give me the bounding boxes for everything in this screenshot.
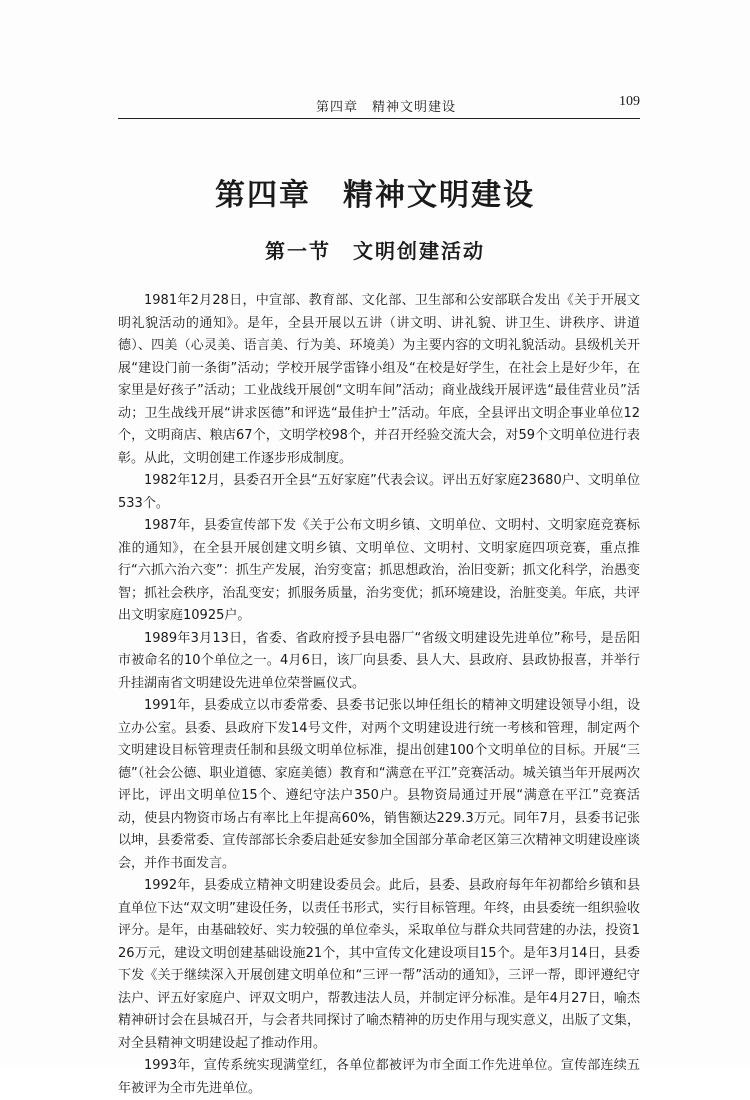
- paragraph-1981: 1981年2月28日，中宣部、教育部、文化部、卫生部和公安部联合发出《关于开展文明礼貌活动的通知》。是年，全县开展以五讲（讲文明、讲礼貌、讲卫生、讲秩序、讲道德）、四美（心灵美、语言美、行为美、环境美）为主要内容的文明礼貌活动。县级机关开展“建设门前一条街”活动；学校开展学雷锋小组及“在校是好学生，在社会上是好少年，在家里是好孩子”活动；工业战线开展创“文明车间”活动；商业战线开展评选“最佳营业员”活动；卫生战线开展“讲求医德”和评选“最佳护士”活动。年底，全县评出文明企事业单位12个，文明商店、粮店67个，文明学校98个，并召开经验交流大会，对59个文明单位进行表彰。从此，文明创建工作逐步形成制度。: [118, 293, 640, 466]
- page-number: 109: [619, 94, 640, 109]
- chapter-title: 第四章 精神文明建设: [215, 178, 535, 213]
- paragraph-1989: 1989年3月13日，省委、省政府授予县电器厂“省级文明建设先进单位”称号，是岳阳市被命名的10个单位之一。4月6日，该厂向县委、县人大、县政府、县政协报喜，并举行升挂湖南省文明建设先进单位荣誉匾仪式。: [118, 630, 640, 691]
- paragraph-1982: 1982年12月，县委召开全县“五好家庭”代表会议。评出五好家庭23680户、文明单位533个。: [118, 473, 640, 511]
- body-text: [118, 290, 640, 1100]
- paragraph-1987: 1987年，县委宣传部下发《关于公布文明乡镇、文明单位、文明村、文明家庭竞赛标准的通知》，在全县开展创建文明乡镇、文明单位、文明村、文明家庭四项竞赛，重点推行“六抓六治六变”：抓生产发展，治穷变富；抓思想政治，治旧变新；抓文化科学，治愚变智；抓社会秩序，治乱变安；抓服务质量，治劣变优；抓环境建设，治脏变美。年底，共评出文明家庭10925户。: [118, 518, 640, 623]
- section-title: 第一节 文明创建活动: [265, 239, 485, 263]
- paragraph-1992: 1992年，县委成立精神文明建设委员会。此后，县委、县政府每年年初都给乡镇和县直单位下达“双文明”建设任务，以责任书形式，实行目标管理。年终，由县委统一组织验收评分。是年，由基础较好、实力较强的单位牵头，采取单位与群众共同营建的办法，投资126万元，建设文明创建基础设施21个，其中宣传文化建设项目15个。是年3月14日，县委下发《关于继续深入开展创建文明单位和“三评一帮”活动的通知》，三评一帮，即评遵纪守法户、评五好家庭户、评双文明户，帮教违法人员，并制定评分标准。是年4月27日，喻杰精神研讨会在县城召开，与会者共同探讨了喻杰精神的历史作用与现实意义，出版了文集，对全县精神文明建设起了推动作用。: [118, 878, 640, 1051]
- running-title: 第四章 精神文明建设: [316, 100, 457, 115]
- paragraph-1993: 1993年，宣传系统实现满堂红，各单位都被评为市全面工作先进单位。宣传部连续五年被评为全市先进单位。: [118, 1058, 640, 1096]
- running-header: [118, 92, 640, 119]
- paragraph-1991: 1991年，县委成立以市委常委、县委书记张以坤任组长的精神文明建设领导小组，设立办公室。县委、县政府下发14号文件，对两个文明建设进行统一考核和管理，制定两个文明建设目标管理责任制和县级文明单位标准，提出创建100个文明单位的目标。开展“三德”（社会公德、职业道德、家庭美德）教育和“满意在平江”竞赛活动。城关镇当年开展两次评比，评出文明单位15个、遵纪守法户350户。县物资局通过开展“满意在平江”竞赛活动，使县内物资市场占有率比上年提高60%，销售额达229.3万元。同年7月，县委书记张以坤，县委常委、宣传部部长余委启赴延安参加全国部分革命老区第三次精神文明建设座谈会，并作书面发言。: [118, 698, 640, 871]
